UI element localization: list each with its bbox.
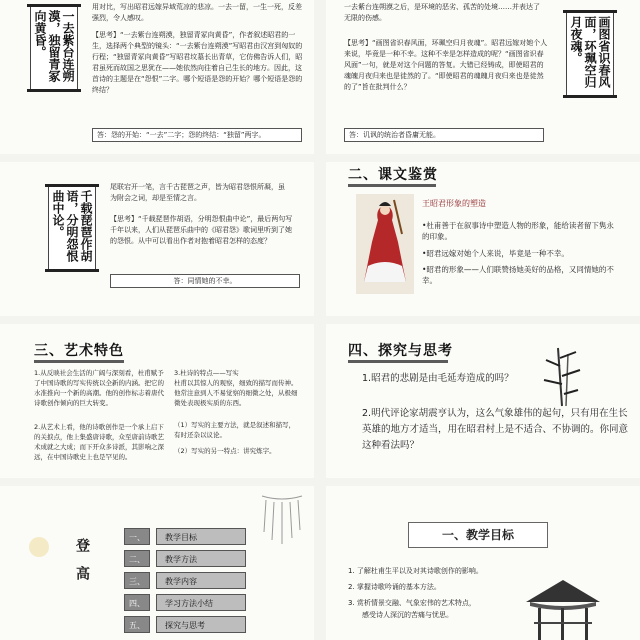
toc-number: 二、: [124, 550, 150, 567]
vertical-poem-label: 画图省识春风面，环珮空归月夜魂。: [566, 12, 614, 96]
lesson-title: 登高: [74, 538, 90, 594]
toc-number: 四、: [124, 594, 150, 611]
toc-item-3[interactable]: [124, 572, 246, 589]
feature-3-point-1: （1）写实的主要方法，就是叙述和描写，有时还杂以议论。: [174, 421, 296, 439]
body-text: 一去紫台连朔漠之后，是环境的恶劣、孤苦的处境……并表达了无限的伤感。: [344, 3, 540, 22]
slide-inquiry: [326, 324, 640, 478]
toc-number: 三、: [124, 572, 150, 589]
body-text: 用对比，写出昭君远嫁异域荒凉的悲凉。一去一留，一生一死，反差强烈，令人感叹。: [92, 3, 302, 22]
toc-label: 学习方法小结: [156, 594, 246, 611]
slide-poem-line-1: [0, 0, 314, 154]
toc-item-1[interactable]: [124, 528, 246, 545]
bullet-3: •昭君的形象——人们联赞扬她美好的品格，又同情她的不幸。: [422, 265, 614, 285]
slide-poem-line-3: [0, 162, 314, 316]
bullet-2: •昭君远嫁对她个人来说，毕竟是一种不幸。: [422, 249, 569, 258]
think-question: 【思考】“千载琵琶作胡语，分明怨恨曲中论”，最后两句写千年以来，人们从琵琶乐曲中的《昭君怨》歌词里听到了她的怨恨。从中可以看出作者对抱着昭君怎样的态度？: [110, 215, 293, 245]
slide-art-features: [0, 324, 314, 478]
wang-zhaojun-illustration: [356, 194, 414, 294]
toc-item-2[interactable]: [124, 550, 246, 567]
toc-label: 教学方法: [156, 550, 246, 567]
question-2: 2.明代评论家胡震亨认为，这么气象雄伟的起句，只有用在生长英雄的地方才适当，用在昭君村上是不适合、不协调的。你同意这种看法吗？: [362, 408, 629, 451]
pavilion-illustration: [522, 578, 604, 640]
toc-label: 教学目标: [156, 528, 246, 545]
feature-3-point-2: （2）写实的另一特点：讲究炼字。: [174, 447, 276, 455]
think-question: 【思考】“一去紫台连朔漠，独留青冢向黄昏”，作者叙述昭君的一生，选择两个典型的镜头：“一去紫台连朔漠”写昭君由汉宫到匈奴的行程；“独留青冢向黄昏”写昭君坟墓长出青草，它仿佛告诉人们，昭君虽死而故国之思犹在——她依然向往着自己生长的地方。因此，这首诗的主题是在“怨恨”二字。哪个短语是怨的开始？哪个短语是怨的终结？: [92, 31, 303, 94]
willow-illustration: [252, 492, 312, 552]
title-underline: [348, 184, 436, 187]
toc-number: 一、: [124, 528, 150, 545]
section-title: 三、艺术特色: [34, 343, 124, 359]
body-text: 尾联宕开一笔，言千古琵琶之声，皆为昭君怨恨所凝，虽为附会之词，却是至情之言。: [110, 183, 285, 202]
answer-box: 答：讥讽的统治者昏庸无能。: [344, 128, 544, 142]
answer-box: 答：同情她的不幸。: [110, 274, 300, 288]
title-underline: [348, 360, 448, 363]
vertical-poem-label: 千载琵琶作胡语，分明怨恨曲中论。: [48, 186, 96, 270]
section-title: 一、教学目标: [408, 522, 548, 548]
feature-2: 2.从艺术上看，他的诗歌创作是一个承上启下的关捩点，他上集盛唐诗歌，众至唐前诗歌艺术成就之大成；而下开众多诗派，其影响之深远，在中国诗歌史上也是罕见的。: [34, 423, 164, 461]
subsection-title: 王昭君形象的塑造: [422, 199, 486, 208]
goal-3-cont: 感受诗人深沉的苦痛与忧思。: [362, 611, 453, 619]
goal-2: 2. 掌握诗歌吟诵的基本方法。: [348, 583, 441, 591]
toc-number: 五、: [124, 616, 150, 633]
goal-3: 3. 赏析情景交融、气象宏伟的艺术特点，: [348, 599, 476, 607]
slide-text-appreciation: [326, 162, 640, 316]
bullet-1: •杜甫善于在叙事诗中塑造人物的形象，能给读者留下隽永的印象。: [422, 221, 614, 241]
moon-icon: [28, 536, 50, 558]
title-underline: [34, 360, 124, 363]
toc-label: 探究与思考: [156, 616, 246, 633]
goal-1: 1. 了解杜甫生平以及对其诗歌创作的影响。: [348, 567, 483, 575]
toc-item-5[interactable]: [124, 616, 246, 633]
toc-item-4[interactable]: [124, 594, 246, 611]
think-question: 【思考】“画图省识春风面，环珮空归月夜魂”。昭君远嫁对她个人来说，毕竟是一种不幸。这种不幸是怎样造成的呢？“画图省识春风面”一句，就是对这个问题的答复。大错已经铸成，即使昭君的魂魄月夜归来也是徒然的了。“即使昭君的魂魄月夜归来也是徒然的了”旨在批判什么？: [344, 39, 548, 91]
feature-3-title: 3.杜诗的特点——写实: [174, 369, 239, 377]
toc-label: 教学内容: [156, 572, 246, 589]
question-1: 1.昭君的悲剧是由毛延寿造成的吗？: [362, 373, 514, 384]
section-title: 四、探究与思考: [348, 343, 453, 359]
answer-box: 答：怨的开始：“一去”二字；怨的终结：“独留”两字。: [92, 128, 302, 142]
slide-teaching-goals: [326, 486, 640, 640]
slide-table-of-contents: [0, 486, 314, 640]
slide-poem-line-2: [326, 0, 640, 154]
vertical-poem-label: 一去紫台连朔漠，独留青冢向黄昏。: [30, 6, 78, 90]
feature-1: 1.从反映社会生活的广阔与深刻看，杜甫赋予了中国诗歌的写实传统以全新的内涵。把它的水准推向一个新的高潮。他的创作标志着唐代诗歌创作倾向的巨大转变。: [34, 369, 164, 407]
section-title: 二、课文鉴赏: [348, 167, 438, 183]
feature-3-desc: 杜甫以其惊人的观察，细致的描写而传神。他常注意到人不易觉察的细微之处，从极细微处表现极实质的东西。: [174, 379, 298, 407]
